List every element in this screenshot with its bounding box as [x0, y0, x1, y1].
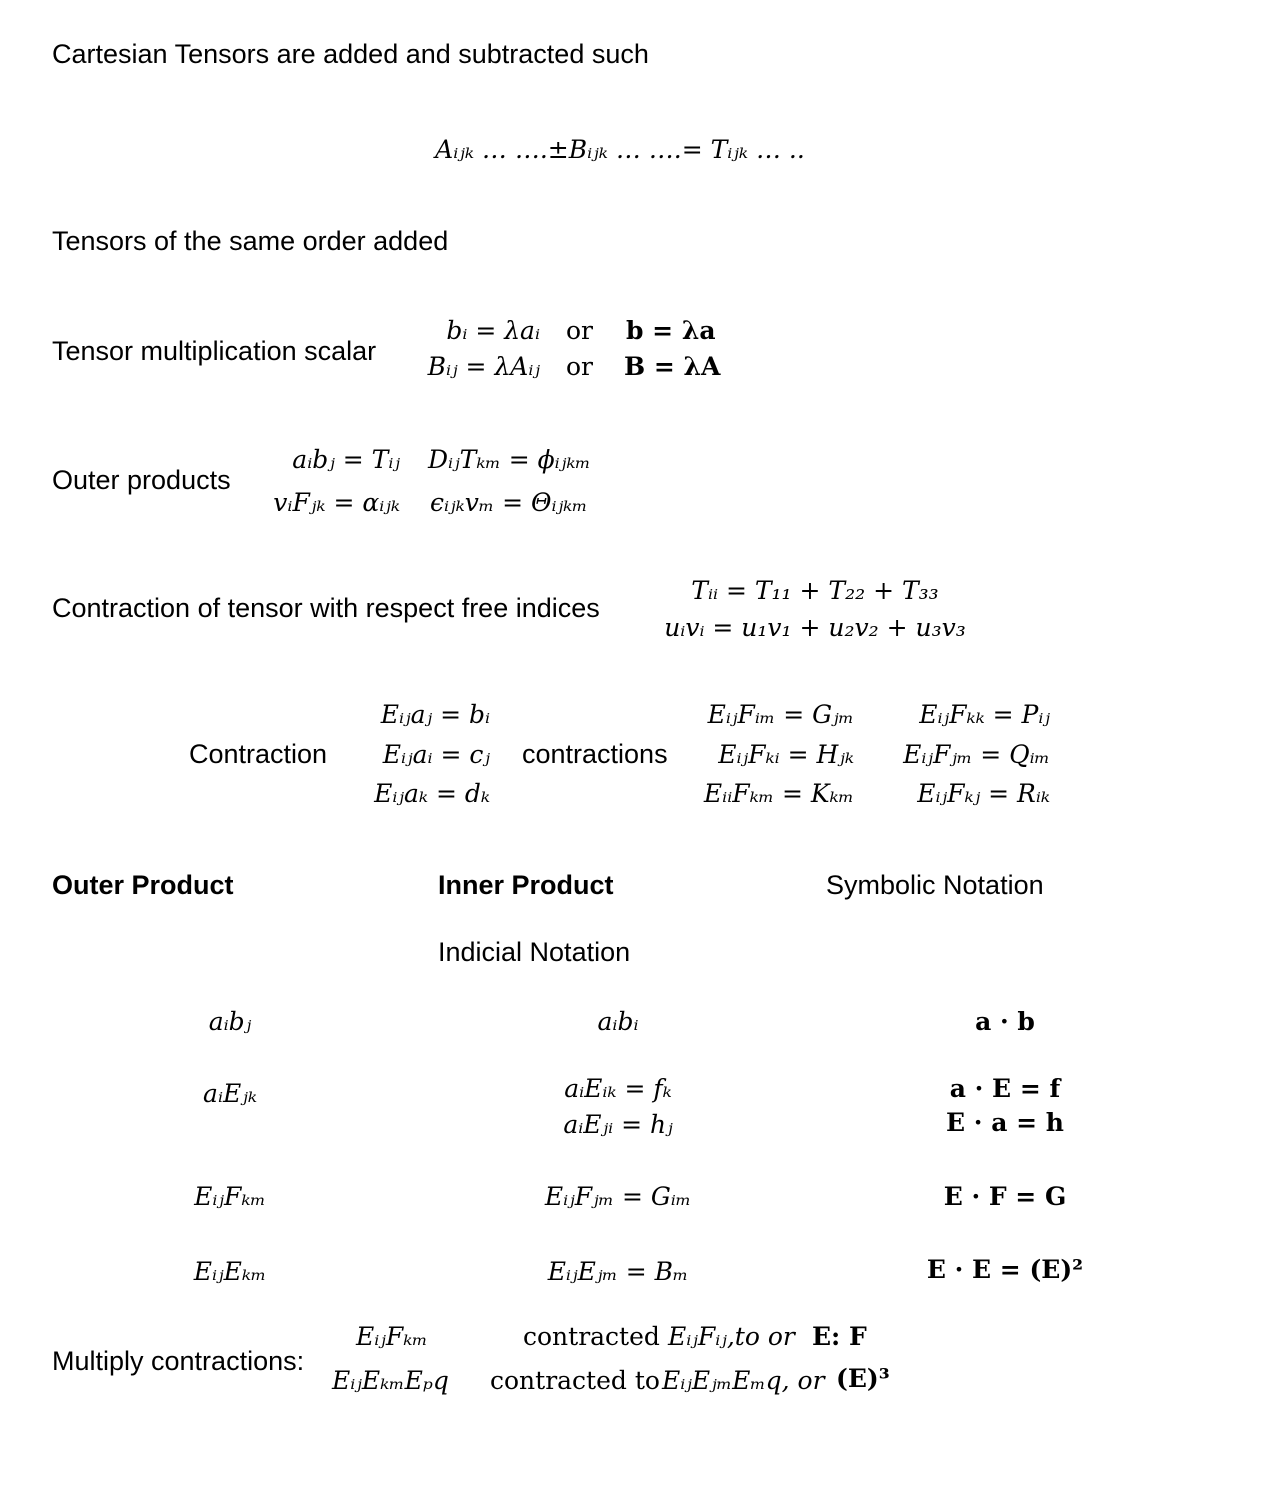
outer-equation-2a: vᵢFⱼₖ = αᵢⱼₖ [273, 488, 400, 517]
contraction-heading: Contraction [189, 739, 328, 769]
scalar-or-2: or [566, 352, 594, 381]
contraction-eq-a2: Eᵢⱼaᵢ = cⱼ [382, 740, 490, 769]
contraction-eq-b3: EᵢᵢFₖₘ = Kₖₘ [703, 779, 854, 808]
table-row-1-outer: aᵢbⱼ [208, 1007, 252, 1036]
outer-product-column-header: Outer Product [52, 870, 234, 900]
table-row-2-symbolic-2: E · a = h [946, 1108, 1064, 1137]
addition-heading: Cartesian Tensors are added and subtracted such [52, 39, 649, 69]
multiply-desc-2a: contracted to [490, 1366, 660, 1395]
contraction-free-heading: Contraction of tensor with respect free indices [52, 593, 600, 623]
scalar-symbolic-1: b = λa [626, 316, 716, 345]
free-equation-1: Tᵢᵢ = T₁₁ + T₂₂ + T₃₃ [691, 576, 939, 605]
outer-equation-2b: ϵᵢⱼₖvₘ = Θᵢⱼₖₘ [430, 488, 588, 517]
scalar-equation-2: Bᵢⱼ = λAᵢⱼ [427, 352, 540, 381]
multiply-expr-2: EᵢⱼEₖₘEₚq [332, 1366, 449, 1395]
contraction-eq-c3: EᵢⱼFₖⱼ = Rᵢₖ [917, 779, 1050, 808]
contraction-eq-c1: EᵢⱼFₖₖ = Pᵢⱼ [919, 700, 1050, 729]
table-row-2-inner-1: aᵢEᵢₖ = fₖ [564, 1074, 672, 1103]
multiply-desc-1c: E: F [812, 1322, 867, 1351]
outer-equation-1a: aᵢbⱼ = Tᵢⱼ [292, 445, 400, 474]
contraction-eq-a3: Eᵢⱼaₖ = dₖ [374, 779, 490, 808]
multiply-contractions-heading: Multiply contractions: [52, 1346, 305, 1376]
table-row-3-symbolic: E · F = G [943, 1182, 1067, 1211]
table-row-3-outer: EᵢⱼFₖₘ [194, 1182, 266, 1211]
table-row-2-inner-2: aᵢEⱼᵢ = hⱼ [563, 1110, 673, 1139]
table-row-1-symbolic: a · b [975, 1007, 1035, 1036]
multiply-desc-2c: (E)³ [836, 1364, 890, 1393]
contraction-eq-b2: EᵢⱼFₖᵢ = Hⱼₖ [718, 740, 854, 769]
contraction-eq-b1: EᵢⱼFᵢₘ = Gⱼₘ [707, 700, 854, 729]
table-row-2-symbolic-1: a · E = f [949, 1074, 1061, 1103]
outer-equation-1b: DᵢⱼTₖₘ = ϕᵢⱼₖₘ [428, 445, 591, 474]
outer-products-heading: Outer products [52, 465, 231, 495]
indicial-notation-header: Indicial Notation [438, 937, 631, 967]
table-row-1-inner: aᵢbᵢ [597, 1007, 639, 1036]
multiply-desc-1a: contracted [523, 1322, 660, 1351]
contractions-heading: contractions [522, 739, 668, 769]
same-order-heading: Tensors of the same order added [52, 226, 449, 256]
symbolic-notation-column-header: Symbolic Notation [826, 870, 1044, 900]
multiply-desc-1b: EᵢⱼFᵢⱼ,to or [668, 1322, 795, 1351]
table-row-4-outer: EᵢⱼEₖₘ [193, 1257, 267, 1286]
multiply-desc-2b: EᵢⱼEⱼₘEₘq, or [662, 1366, 825, 1395]
scalar-mult-heading: Tensor multiplication scalar [52, 336, 377, 366]
free-equation-2: uᵢvᵢ = u₁v₁ + u₂v₂ + u₃v₃ [664, 613, 966, 642]
multiply-expr-1: EᵢⱼFₖₘ [356, 1322, 428, 1351]
scalar-symbolic-2: B = λA [624, 352, 721, 381]
table-row-3-inner: EᵢⱼFⱼₘ = Gᵢₘ [544, 1182, 692, 1211]
scalar-equation-1: bᵢ = λaᵢ [446, 316, 540, 345]
table-row-4-symbolic: E · E = (E)² [926, 1255, 1084, 1284]
table-row-2-outer: aᵢEⱼₖ [203, 1079, 257, 1108]
contraction-eq-a1: Eᵢⱼaⱼ = bᵢ [380, 700, 490, 729]
contraction-eq-c2: EᵢⱼFⱼₘ = Qᵢₘ [903, 740, 1050, 769]
table-row-4-inner: EᵢⱼEⱼₘ = Bₘ [547, 1257, 689, 1286]
inner-product-column-header: Inner Product [438, 870, 614, 900]
scalar-or-1: or [566, 316, 594, 345]
addition-equation: Aᵢⱼₖ … ….±Bᵢⱼₖ … ….= Tᵢⱼₖ … .. [435, 135, 805, 164]
